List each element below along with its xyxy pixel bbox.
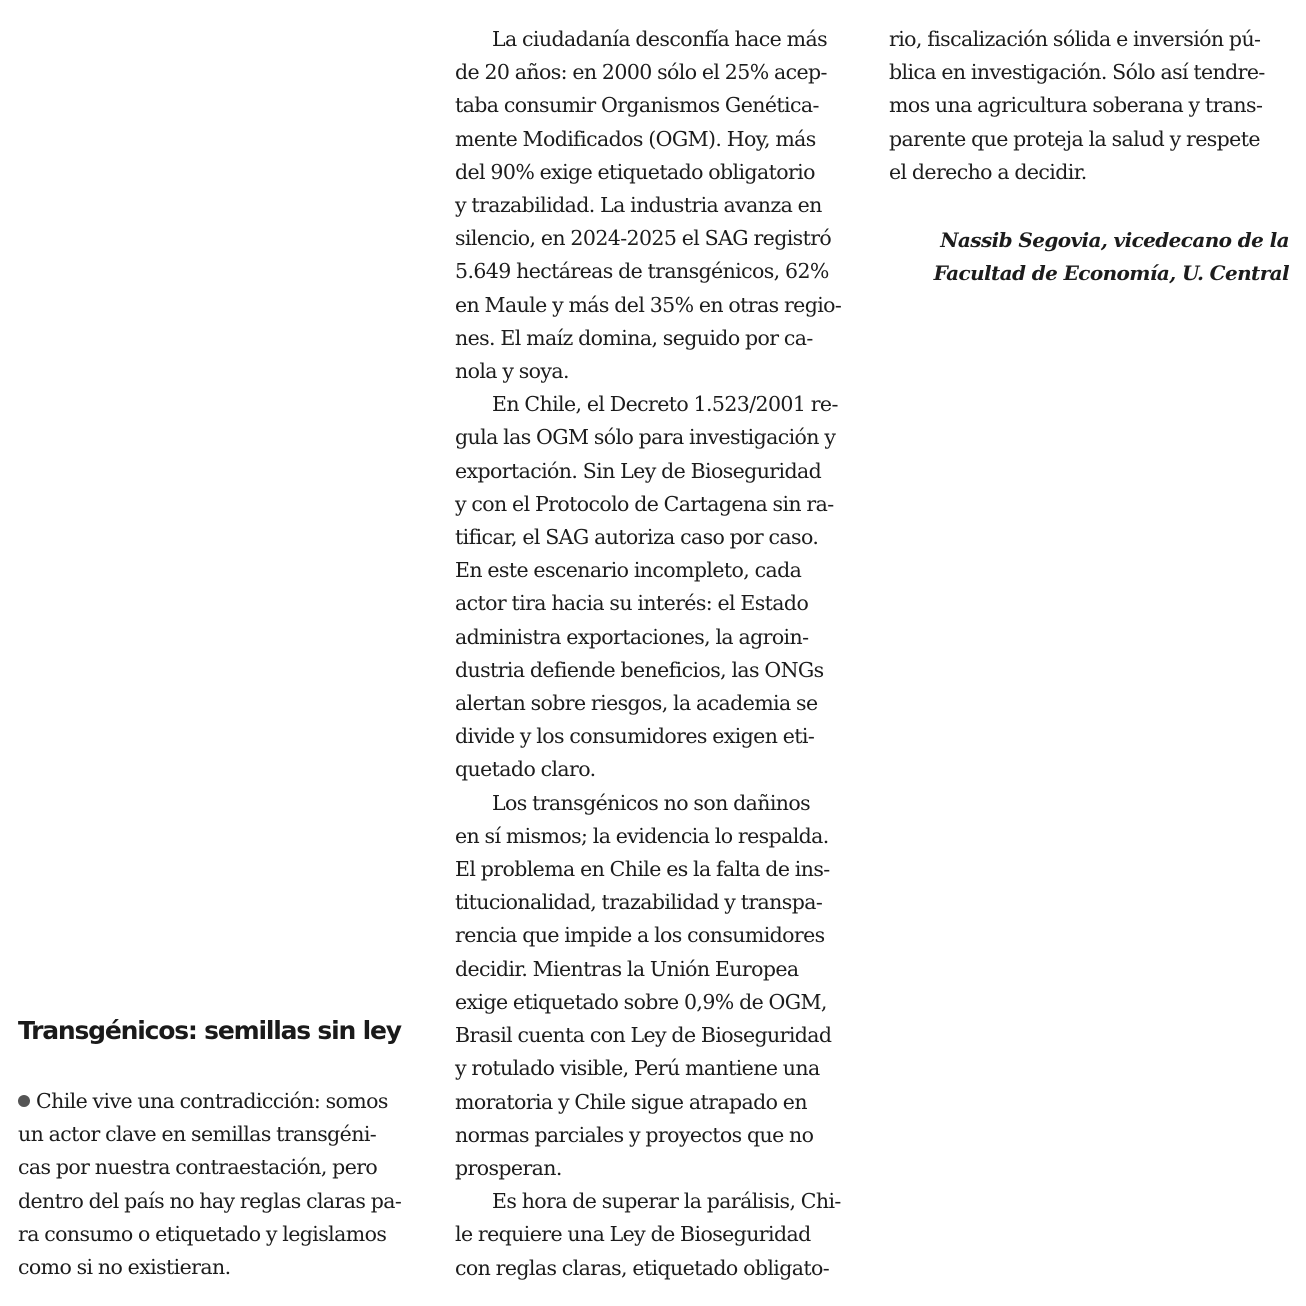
letter-headline: Transgénicos: semillas sin ley [18,1016,401,1045]
text-line: titucionalidad, trazabilidad y transpa- [455,890,823,915]
text-line: en Maule y más del 35% en otras regio- [455,292,842,317]
text-line: nola y soya. [455,359,569,384]
text-line: dentro del país no hay reglas claras pa- [18,1188,402,1213]
text-line: actor tira hacia su interés: el Estado [455,591,809,616]
text-line: normas parciales y proyectos que no [455,1122,814,1147]
text-line: En Chile, el Decreto 1.523/2001 re- [492,392,838,417]
letter-column-right [889,23,1289,189]
text-line: El problema en Chile es la falta de ins- [455,857,830,882]
text-line: taba consumir Organismos Genética- [455,93,819,118]
text-line: Los transgénicos no son dañinos [492,790,811,815]
text-line: mos una agricultura soberana y trans- [889,93,1263,118]
text-line: Brasil cuenta con Ley de Bioseguridad [455,1023,832,1048]
text-line: con reglas claras, etiquetado obligato- [455,1255,830,1280]
text-line: y trazabilidad. La industria avanza en [455,193,822,218]
text-line: divide y los consumidores exigen eti- [455,724,815,749]
author-signature-line-1: Nassib Segovia, vicedecano de la [940,228,1289,252]
text-line: 5.649 hectáreas de transgénicos, 62% [455,259,829,284]
text-line: La ciudadanía desconfía hace más [492,27,827,51]
text-line: En este escenario incompleto, cada [455,558,802,583]
text-line: le requiere una Ley de Bioseguridad [455,1222,811,1247]
text-line: ra consumo o etiquetado y legislamos [18,1221,387,1246]
text-line: nes. El maíz domina, seguido por ca- [455,325,813,350]
text-line: cas por nuestra contraestación, pero [18,1155,378,1180]
text-line: quetado claro. [455,757,596,782]
text-line: silencio, en 2024-2025 el SAG registró [455,226,832,251]
bullet-icon [18,1095,30,1107]
text-line: Chile vive una contradicción: somos [18,1085,418,1118]
text-line: rencia que impide a los consumidores [455,923,825,948]
text-line: dustria defiende beneficios, las ONGs [455,657,824,682]
text-line: del 90% exige etiquetado obligatorio [455,159,815,184]
text-line: administra exportaciones, la agroin- [455,624,809,649]
text-line: y con el Protocolo de Cartagena sin ra- [455,491,834,516]
text-line: decidir. Mientras la Unión Europea [455,956,799,981]
text-line: blica en investigación. Sólo así tendre- [889,60,1265,85]
text-line: de 20 años: en 2000 sólo el 25% acep- [455,60,827,85]
text-line: exportación. Sin Ley de Bioseguridad [455,458,822,483]
text-line: exige etiquetado sobre 0,9% de OGM, [455,989,827,1014]
text-line: tificar, el SAG autoriza caso por caso. [455,525,819,550]
text-line: como si no existieran. [18,1255,231,1280]
text-line: parente que proteja la salud y respete [889,126,1260,151]
text-line: el derecho a decidir. [889,159,1087,184]
text-line: en sí mismos; la evidencia lo respalda. [455,823,829,848]
text-line: mente Modificados (OGM). Hoy, más [455,126,816,151]
text-line: prosperan. [455,1155,562,1180]
text-line: moratoria y Chile sigue atrapado en [455,1089,807,1114]
text-line: y rotulado visible, Perú mantiene una [455,1056,820,1081]
letter-column-middle [455,23,855,1285]
text-line: Es hora de superar la parálisis, Chi- [492,1189,841,1214]
letter-column-left [18,1085,418,1284]
text-line: un actor clave en semillas transgéni- [18,1122,377,1147]
text-line: rio, fiscalización sólida e inversión pú- [889,27,1261,51]
author-signature-line-2: Facultad de Economía, U. Central [933,261,1289,285]
text-line: alertan sobre riesgos, la academia se [455,691,818,716]
text-line: gula las OGM sólo para investigación y [455,425,836,450]
